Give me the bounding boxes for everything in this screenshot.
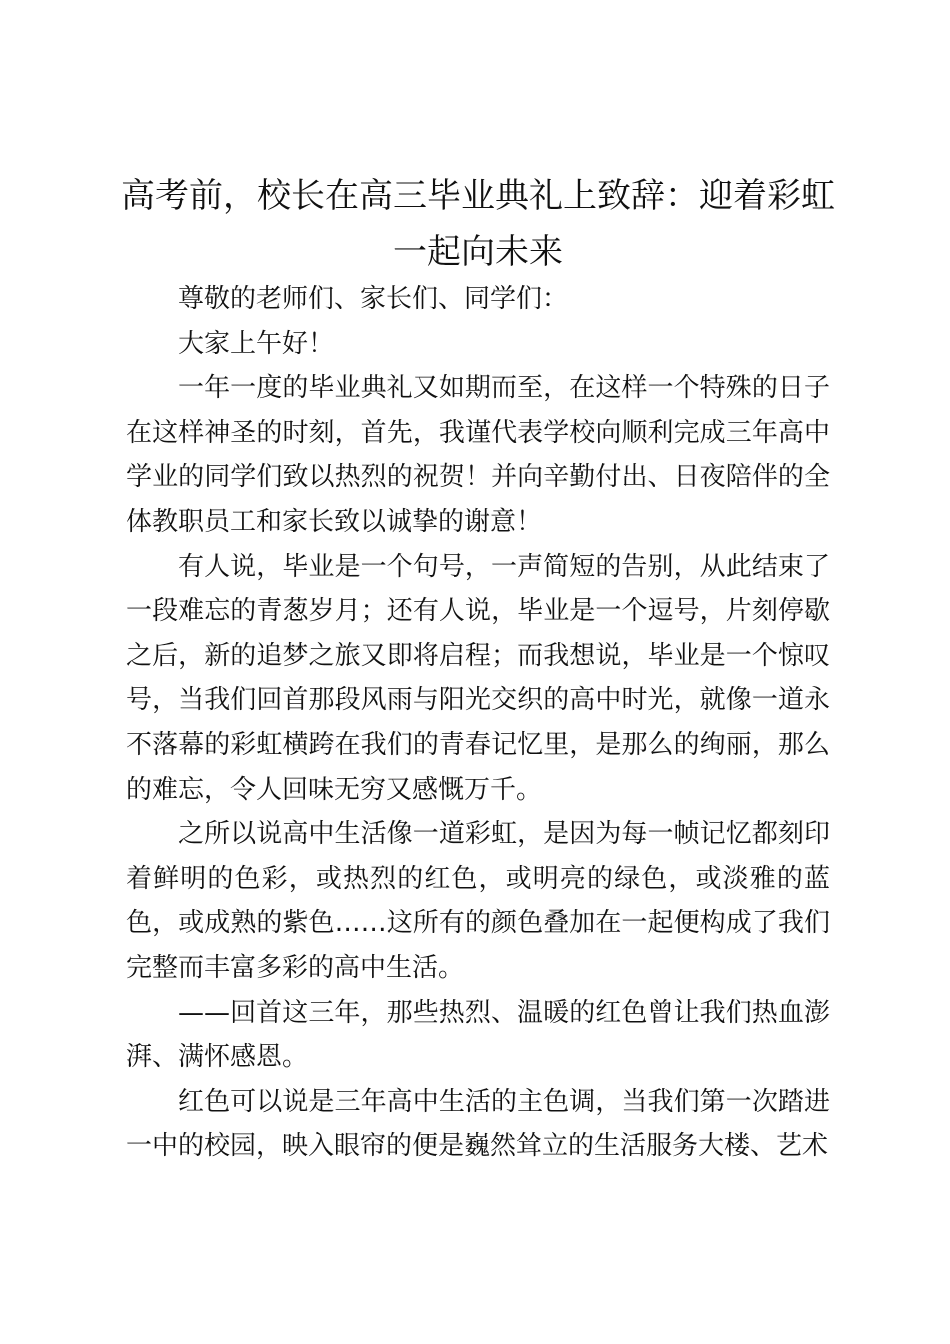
greeting: 大家上午好！ [178,328,335,359]
paragraph: 红色可以说是三年高中生活的主色调，当我们第一次踏进一中的校园，映入眼帘的便是巍然耸立的生活服务大楼、艺术 [126,1086,830,1162]
paragraph: ——回首这三年，那些热烈、温暖的红色曾让我们热血澎湃、满怀感恩。 [126,997,830,1073]
document-body [126,277,830,1169]
paragraph: 有人说，毕业是一个句号，一声简短的告别，从此结束了一段难忘的青葱岁月；还有人说，毕业是一个逗号，片刻停歇之后，新的追梦之旅又即将启程；而我想说，毕业是一个惊叹号，当我们回首那段风雨与阳光交织的高中时光，就像一道永不落幕的彩虹横跨在我们的青春记忆里，是那么的绚丽，那么的难忘，令人回味无穷又感慨万千。 [126,551,830,805]
paragraph: 之所以说高中生活像一道彩虹，是因为每一帧记忆都刻印着鲜明的色彩，或热烈的红色，或明亮的绿色，或淡雅的蓝色，或成熟的紫色……这所有的颜色叠加在一起便构成了我们完整而丰富多彩的高中生活。 [126,819,830,983]
salutation: 尊敬的老师们、家长们、同学们： [178,284,569,314]
paragraph: 一年一度的毕业典礼又如期而至，在这样一个特殊的日子在这样神圣的时刻，首先，我谨代表学校向顺利完成三年高中学业的同学们致以热烈的祝贺！并向辛勤付出、日夜陪伴的全体教职员工和家长致以诚挚的谢意！ [126,373,830,537]
document-title: 高考前，校长在高三毕业典礼上致辞：迎着彩虹一起向未来 [121,176,835,272]
